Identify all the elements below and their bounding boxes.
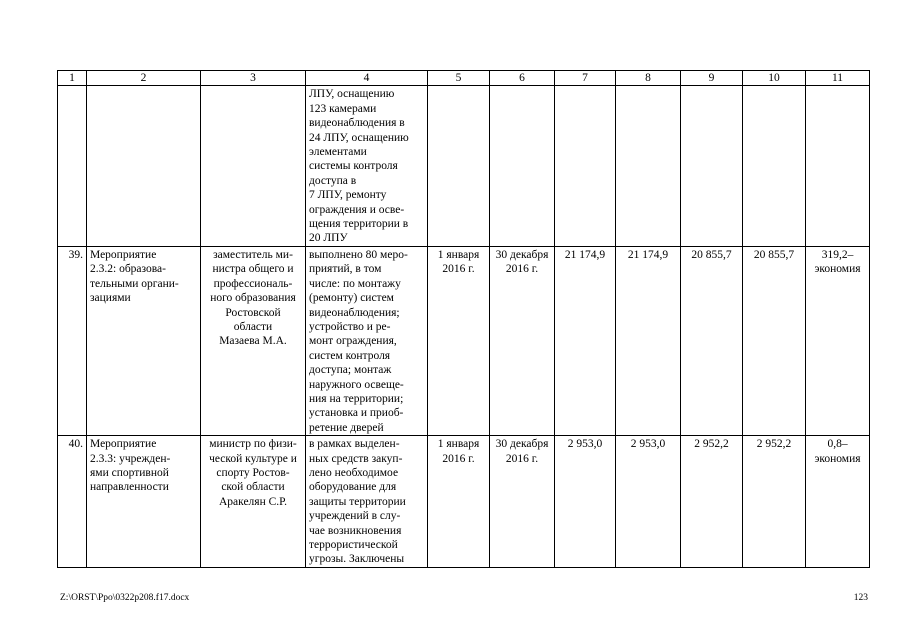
value-cell: 20 855,7 bbox=[681, 246, 743, 435]
text-line: направленности bbox=[90, 481, 169, 494]
text-line: устройство и ре- bbox=[309, 320, 391, 333]
value-cell: 2 952,2 bbox=[681, 436, 743, 568]
empty-cell bbox=[428, 86, 490, 246]
text-line: оборудование для bbox=[309, 481, 397, 494]
text-line: 2.3.3: учрежден- bbox=[90, 452, 171, 465]
text-line: защиты территории bbox=[309, 495, 406, 508]
end-date-cell bbox=[490, 246, 555, 435]
row-number: 39. bbox=[58, 246, 87, 435]
text-line: 30 декабря bbox=[495, 438, 549, 451]
text-line: 123 камерами bbox=[309, 102, 377, 115]
continuation-row bbox=[58, 86, 870, 246]
row-number: 40. bbox=[58, 436, 87, 568]
table-row-40 bbox=[58, 436, 870, 568]
text-line: наружного освеще- bbox=[309, 378, 404, 391]
responsible-cell bbox=[201, 436, 306, 568]
text-line: ного образования bbox=[210, 292, 296, 305]
text-line: доступа в bbox=[309, 174, 357, 187]
text-line: ретение дверей bbox=[309, 421, 384, 434]
responsible-cell bbox=[201, 246, 306, 435]
empty-cell bbox=[616, 86, 681, 246]
text-line: 20 ЛПУ bbox=[309, 232, 348, 245]
value-cell: 2 953,0 bbox=[616, 436, 681, 568]
header-cell: 5 bbox=[428, 71, 490, 86]
header-row bbox=[58, 71, 870, 86]
activity-cell bbox=[87, 246, 201, 435]
footer-file-path: Z:\ORST\Ppo\0322p208.f17.docx bbox=[60, 593, 190, 603]
value-cell: 21 174,9 bbox=[555, 246, 616, 435]
text-line: (ремонту) систем bbox=[309, 292, 394, 305]
text-line: системы контроля bbox=[309, 160, 398, 173]
saving-cell bbox=[806, 436, 870, 568]
text-line: 7 ЛПУ, ремонту bbox=[309, 189, 387, 202]
value-cell: 20 855,7 bbox=[743, 246, 806, 435]
start-date-cell bbox=[428, 436, 490, 568]
text-line: тельными органи- bbox=[90, 277, 179, 290]
text-line: экономия bbox=[814, 263, 861, 276]
text-line: Мероприятие bbox=[90, 248, 157, 261]
saving-cell bbox=[806, 246, 870, 435]
text-line: ния на территории; bbox=[309, 392, 404, 405]
text-line: 24 ЛПУ, оснащению bbox=[309, 131, 409, 144]
text-line: зациями bbox=[90, 292, 131, 305]
empty-cell bbox=[87, 86, 201, 246]
header-cell: 3 bbox=[201, 71, 306, 86]
header-cell: 11 bbox=[806, 71, 870, 86]
text-line: элементами bbox=[309, 146, 367, 159]
value-cell: 2 953,0 bbox=[555, 436, 616, 568]
text-line: нистра общего и bbox=[212, 263, 294, 276]
header-cell: 7 bbox=[555, 71, 616, 86]
text-line: чае возникновения bbox=[309, 524, 402, 537]
text-line: 319,2– bbox=[821, 248, 854, 261]
value-cell: 2 952,2 bbox=[743, 436, 806, 568]
text-line: 1 января bbox=[437, 248, 480, 261]
text-line: видеонаблюдения; bbox=[309, 306, 400, 319]
text-line: заместитель ми- bbox=[213, 248, 293, 261]
empty-cell bbox=[58, 86, 87, 246]
text-line: систем контроля bbox=[309, 349, 391, 362]
text-line: в рамках выделен- bbox=[309, 438, 400, 451]
text-line: видеонаблюдения в bbox=[309, 117, 405, 130]
text-line: ями спортивной bbox=[90, 466, 169, 479]
text-line: приятий, в том bbox=[309, 263, 382, 276]
end-date-cell bbox=[490, 436, 555, 568]
text-line: Ростовской bbox=[225, 306, 281, 319]
text-line: министр по физи- bbox=[209, 438, 297, 451]
text-line: числе: по монтажу bbox=[309, 277, 401, 290]
result-cell bbox=[306, 86, 428, 246]
text-line: ограждения и осве- bbox=[309, 203, 405, 216]
text-line: 2016 г. bbox=[505, 263, 539, 276]
value-cell: 21 174,9 bbox=[616, 246, 681, 435]
text-line: монт ограждения, bbox=[309, 335, 397, 348]
text-line: 2.3.2: образова- bbox=[90, 263, 166, 276]
header-cell: 4 bbox=[306, 71, 428, 86]
result-cell bbox=[306, 246, 428, 435]
text-line: 2016 г. bbox=[442, 263, 475, 276]
text-line: профессиональ- bbox=[213, 277, 293, 290]
empty-cell bbox=[681, 86, 743, 246]
text-line: 2016 г. bbox=[505, 452, 539, 465]
empty-cell bbox=[490, 86, 555, 246]
text-line: ных средств закуп- bbox=[309, 452, 403, 465]
start-date-cell bbox=[428, 246, 490, 435]
text-line: выполнено 80 меро- bbox=[309, 248, 408, 261]
empty-cell bbox=[806, 86, 870, 246]
header-cell: 2 bbox=[87, 71, 201, 86]
text-line: Аракелян С.Р. bbox=[218, 495, 287, 508]
empty-cell bbox=[743, 86, 806, 246]
text-line: учреждений в слу- bbox=[309, 510, 401, 523]
text-line: лено необходимое bbox=[309, 466, 399, 479]
text-line: установка и приоб- bbox=[309, 407, 404, 420]
empty-cell bbox=[555, 86, 616, 246]
header-cell: 9 bbox=[681, 71, 743, 86]
text-line: ской области bbox=[221, 481, 285, 494]
text-line: угрозы. Заключены bbox=[309, 553, 405, 566]
text-line: 2016 г. bbox=[442, 452, 475, 465]
result-cell bbox=[306, 436, 428, 568]
text-line: доступа; монтаж bbox=[309, 364, 392, 377]
text-line: 30 декабря bbox=[495, 248, 549, 261]
text-line: щения территории в bbox=[309, 218, 409, 231]
text-line: 1 января bbox=[437, 438, 480, 451]
activity-cell bbox=[87, 436, 201, 568]
header-cell: 6 bbox=[490, 71, 555, 86]
text-line: Мазаева М.А. bbox=[219, 335, 287, 348]
header-cell: 8 bbox=[616, 71, 681, 86]
empty-cell bbox=[201, 86, 306, 246]
text-line: 0,8– bbox=[827, 438, 848, 451]
table-row-39 bbox=[58, 246, 870, 435]
text-line: экономия bbox=[814, 452, 861, 465]
document-table bbox=[57, 70, 870, 568]
header-cell: 10 bbox=[743, 71, 806, 86]
text-line: террористической bbox=[309, 539, 398, 551]
text-line: области bbox=[233, 320, 273, 333]
text-line: ческой культуре и bbox=[209, 452, 297, 465]
text-line: ЛПУ, оснащению bbox=[309, 88, 395, 101]
header-cell: 1 bbox=[58, 71, 87, 86]
text-line: Мероприятие bbox=[90, 438, 157, 451]
text-line: спорту Ростов- bbox=[216, 466, 290, 479]
footer-page-number: 123 bbox=[853, 593, 868, 603]
